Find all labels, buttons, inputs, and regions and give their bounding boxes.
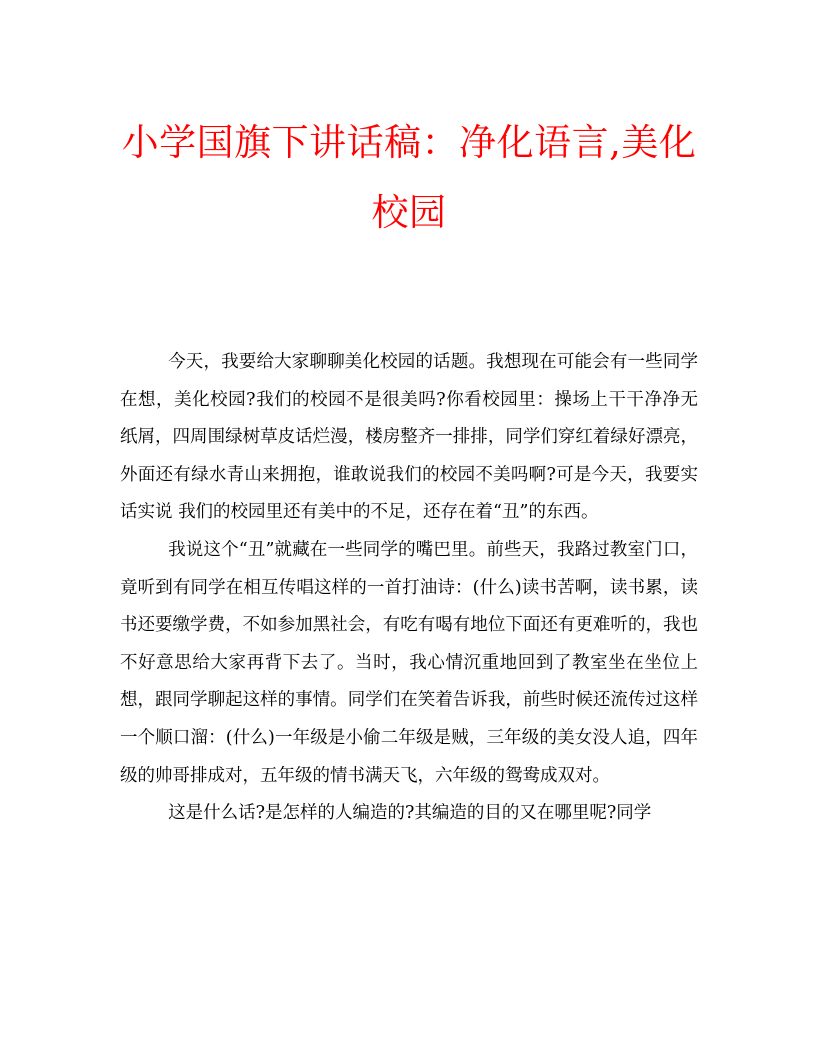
- paragraph-1: 今天，我要给大家聊聊美化校园的话题。我想现在可能会有一些同学在想，美化校园?我们的校园不是很美吗?你看校园里：操场上干干净净无纸屑，四周围绿树草皮话烂漫，楼房整齐一排排，同学们穿红着绿好漂亮，外面还有绿水青山来拥抱，谁敢说我们的校园不美吗啊?可是今天，我要实话实说 我们的校园里还有美中的不足，还存在着“丑”的东西。: [120, 352, 698, 523]
- document-title: 小学国旗下讲话稿：净化语言,美化校园: [121, 121, 697, 234]
- paragraph-2: 我说这个“丑”就藏在一些同学的嘴巴里。前些天，我路过教室门口，竟听到有同学在相互传唱这样的一首打油诗：(什么)读书苦啊，读书累，读书还要缴学费，不如参加黑社会，有吃有喝有地位下面还有更难听的，我也不好意思给大家再背下去了。当时，我心情沉重地回到了教室坐在坐位上想，跟同学聊起这样的事情。同学们在笑着告诉我，前些时候还流传过这样一个顺口溜：(什么)一年级是小偷二年级是贼，三年级的美女没人追，四年级的帅哥排成对，五年级的情书满天飞，六年级的鸳鸯成双对。: [120, 539, 698, 786]
- paragraph-3: 这是什么话?是怎样的人编造的?其编造的目的又在哪里呢?同学: [168, 803, 652, 824]
- document-body: [120, 344, 698, 833]
